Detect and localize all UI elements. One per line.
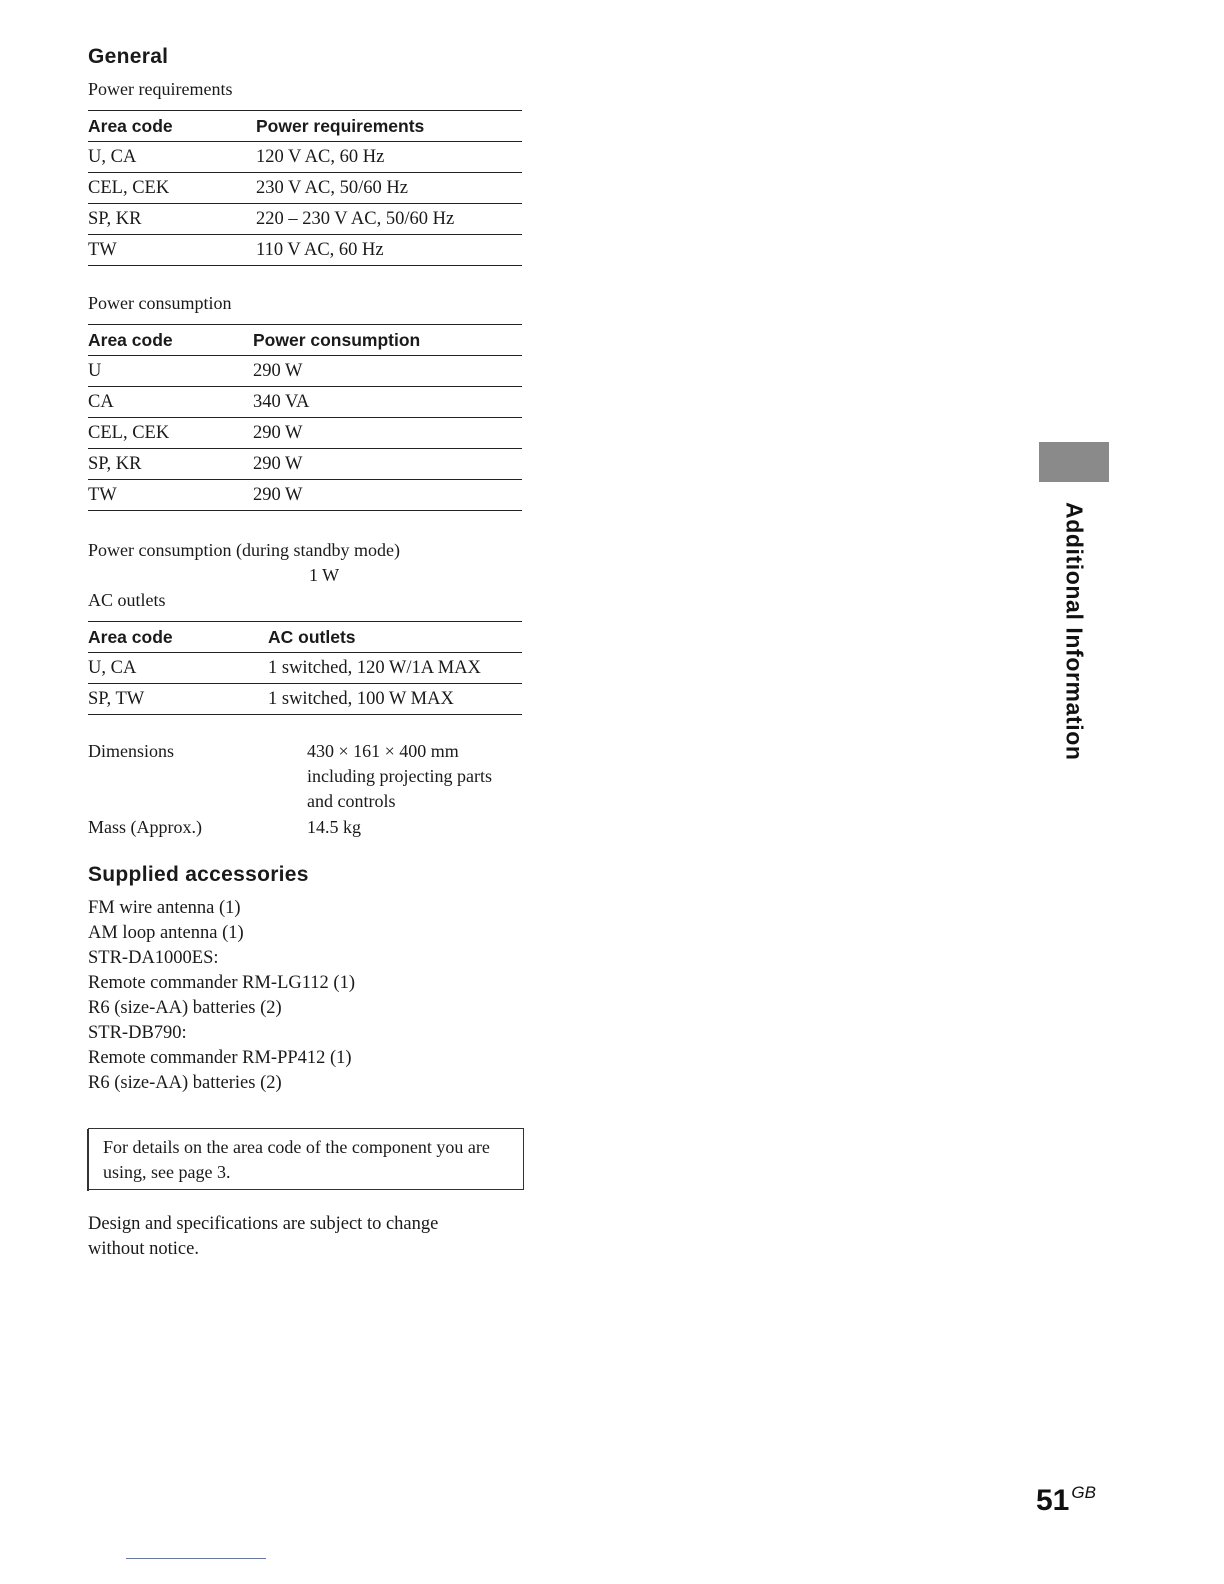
power-consumption-table bbox=[88, 324, 522, 511]
table-cell: TW bbox=[88, 235, 256, 266]
list-item: R6 (size-AA) batteries (2) bbox=[88, 998, 282, 1018]
section-heading-accessories: Supplied accessories bbox=[88, 863, 309, 886]
standby-value: 1 W bbox=[309, 565, 340, 585]
section-tab-marker bbox=[1039, 442, 1109, 482]
list-item: Remote commander RM-LG112 (1) bbox=[88, 973, 355, 993]
disclaimer-line: without notice. bbox=[88, 1239, 199, 1259]
mass-label: Mass (Approx.) bbox=[88, 817, 202, 837]
column-header: AC outlets bbox=[268, 622, 522, 653]
bottom-rule bbox=[126, 1558, 266, 1559]
table-row bbox=[88, 204, 522, 235]
dimensions-label: Dimensions bbox=[88, 741, 175, 761]
table-header-row bbox=[88, 325, 522, 356]
power-requirements-label: Power requirements bbox=[88, 79, 233, 99]
dimensions-value bbox=[307, 739, 492, 814]
column-header: Area code bbox=[88, 622, 268, 653]
table-cell: SP, KR bbox=[88, 449, 253, 480]
note-text bbox=[103, 1135, 523, 1185]
mass-value: 14.5 kg bbox=[307, 817, 361, 837]
table-row bbox=[88, 387, 522, 418]
table-cell: 290 W bbox=[253, 480, 522, 511]
table-cell: CEL, CEK bbox=[88, 173, 256, 204]
dimensions-line: including projecting parts bbox=[307, 766, 492, 786]
table-row bbox=[88, 142, 522, 173]
standby-label: Power consumption (during standby mode) bbox=[88, 540, 400, 560]
disclaimer-text bbox=[88, 1212, 508, 1262]
note-box-edge bbox=[87, 1129, 89, 1191]
disclaimer-line: Design and specifications are subject to change bbox=[88, 1214, 439, 1234]
list-item: STR-DB790: bbox=[88, 1023, 187, 1043]
note-line: For details on the area code of the component you are bbox=[103, 1137, 490, 1157]
table-cell: SP, KR bbox=[88, 204, 256, 235]
table-cell: 290 W bbox=[253, 449, 522, 480]
table-cell: 120 V AC, 60 Hz bbox=[256, 142, 522, 173]
table-cell: 230 V AC, 50/60 Hz bbox=[256, 173, 522, 204]
table-row bbox=[88, 356, 522, 387]
table-cell: CEL, CEK bbox=[88, 418, 253, 449]
section-tab-label: Additional Information bbox=[1061, 502, 1088, 761]
table-cell: U bbox=[88, 356, 253, 387]
column-header: Power consumption bbox=[253, 325, 522, 356]
column-header: Area code bbox=[88, 325, 253, 356]
page-number-suffix: GB bbox=[1071, 1483, 1096, 1502]
column-header: Power requirements bbox=[256, 111, 522, 142]
page-number bbox=[1036, 1483, 1096, 1518]
table-cell: U, CA bbox=[88, 142, 256, 173]
table-row bbox=[88, 235, 522, 266]
note-line: using, see page 3. bbox=[103, 1162, 231, 1182]
dimensions-line: 430 × 161 × 400 mm bbox=[307, 741, 459, 761]
table-cell: 1 switched, 100 W MAX bbox=[268, 684, 522, 715]
column-header: Area code bbox=[88, 111, 256, 142]
power-consumption-label: Power consumption bbox=[88, 293, 232, 313]
note-box bbox=[88, 1128, 524, 1190]
table-cell: 290 W bbox=[253, 418, 522, 449]
table-cell: U, CA bbox=[88, 653, 268, 684]
table-cell: 340 VA bbox=[253, 387, 522, 418]
table-cell: 1 switched, 120 W/1A MAX bbox=[268, 653, 522, 684]
table-row bbox=[88, 653, 522, 684]
list-item: AM loop antenna (1) bbox=[88, 923, 244, 943]
dimensions-line: and controls bbox=[307, 791, 396, 811]
table-cell: 290 W bbox=[253, 356, 522, 387]
table-row bbox=[88, 480, 522, 511]
table-cell: 110 V AC, 60 Hz bbox=[256, 235, 522, 266]
table-row bbox=[88, 173, 522, 204]
table-header-row bbox=[88, 111, 522, 142]
table-cell: CA bbox=[88, 387, 253, 418]
list-item: FM wire antenna (1) bbox=[88, 898, 241, 918]
table-row bbox=[88, 418, 522, 449]
table-cell: 220 – 230 V AC, 50/60 Hz bbox=[256, 204, 522, 235]
accessories-list bbox=[88, 896, 355, 1096]
list-item: STR-DA1000ES: bbox=[88, 948, 219, 968]
list-item: R6 (size-AA) batteries (2) bbox=[88, 1073, 282, 1093]
table-row bbox=[88, 449, 522, 480]
ac-outlets-label: AC outlets bbox=[88, 590, 166, 610]
power-requirements-table bbox=[88, 110, 522, 266]
page-number-value: 51 bbox=[1036, 1484, 1070, 1517]
table-cell: SP, TW bbox=[88, 684, 268, 715]
table-row bbox=[88, 684, 522, 715]
list-item: Remote commander RM-PP412 (1) bbox=[88, 1048, 352, 1068]
table-cell: TW bbox=[88, 480, 253, 511]
table-header-row bbox=[88, 622, 522, 653]
section-heading-general: General bbox=[88, 45, 169, 68]
ac-outlets-table bbox=[88, 621, 522, 715]
